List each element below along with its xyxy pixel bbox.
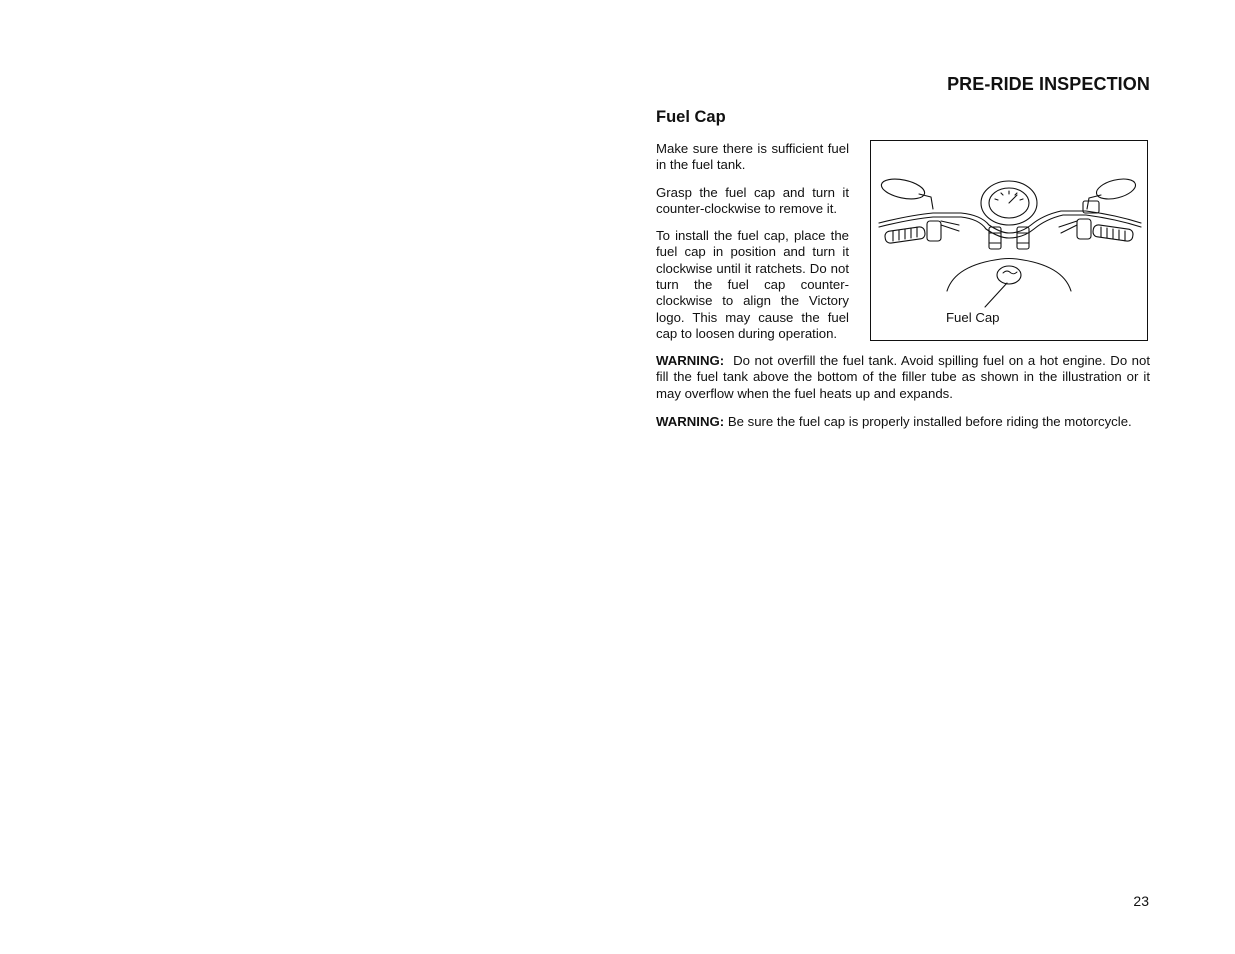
- right-mirror: [1094, 175, 1137, 202]
- fuel-cap: [997, 266, 1021, 284]
- left-mirror: [880, 176, 927, 203]
- warnings-block: [656, 353, 1150, 442]
- warning-paragraph: [656, 414, 1150, 430]
- warning-paragraph: [656, 353, 1150, 402]
- warning-label: WARNING:: [656, 413, 725, 429]
- instruction-paragraph: To install the fuel cap, place the fuel cap in position and turn it clockwise until it ratchets. Do not turn the fuel cap counter-clockwise to align the Victory logo. This may cause the fuel cap to loosen during operation.: [656, 228, 849, 341]
- page-number: 23: [1133, 893, 1149, 909]
- instruction-paragraph: Make sure there is sufficient fuel in the fuel tank.: [656, 141, 849, 173]
- fuel-tank: [947, 259, 1071, 292]
- caption-leader-line: [985, 283, 1007, 307]
- warning-label: WARNING:: [656, 353, 725, 368]
- handlebar: [879, 211, 1141, 233]
- fuel-cap-figure: [870, 140, 1148, 341]
- warning-text: Be sure the fuel cap is properly installed before riding the motorcycle.: [727, 413, 1132, 429]
- instruction-paragraph: Grasp the fuel cap and turn it counter-clockwise to remove it.: [656, 184, 849, 216]
- warning-text: Do not overfill the fuel tank. Avoid spilling fuel on a hot engine. Do not fill the fuel tank above the bottom of the filler tube as shown in the illustration or it may overflow when the fuel heats up and expands.: [656, 353, 1150, 401]
- instructions-column: [656, 141, 849, 353]
- section-title: Fuel Cap: [656, 108, 726, 126]
- handlebar-illustration: [871, 141, 1147, 340]
- page-header: PRE-RIDE INSPECTION: [947, 74, 1150, 94]
- figure-caption: Fuel Cap: [946, 310, 1000, 325]
